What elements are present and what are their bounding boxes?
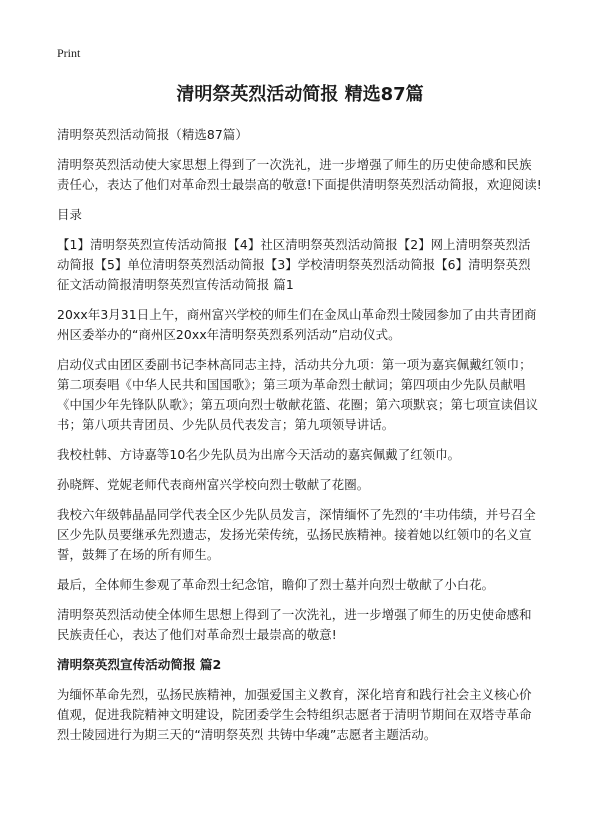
subtitle-paragraph: 清明祭英烈活动简报（精选87篇） xyxy=(57,127,248,142)
body-paragraph: 最后，全体师生参观了革命烈士纪念馆，瞻仰了烈士墓并向烈士敬献了小白花。 xyxy=(57,577,495,592)
body-paragraph: 孙晓辉、党妮老师代表商州富兴学校向烈士敬献了花圈。 xyxy=(57,477,370,492)
intro-paragraph: 清明祭英烈活动使大家思想上得到了一次洗礼，进一步增强了师生的历史使命感和民族责任心，表达了他们对革命烈士最崇高的敬意!下面提供清明祭英烈活动简报，欢迎阅读! xyxy=(57,157,542,192)
body-paragraph: 清明祭英烈活动使全体师生思想上得到了一次洗礼，进一步增强了师生的历史使命感和民族责任心，表达了他们对革命烈士最崇高的敬意! xyxy=(57,607,532,642)
body-paragraph: 启动仪式由团区委副书记李林高同志主持，活动共分九项：第一项为嘉宾佩戴红领巾；第二项奏唱《中华人民共和国国歌》；第三项为革命烈士献词；第四项由少先队员献唱《中国少年先锋队队歌》；第五项向烈士敬献花篮、花圈；第六项默哀；第七项宣读倡议书；第八项共青团员、少先队员代表发言；第九项领导讲话。 xyxy=(57,357,538,432)
toc-paragraph: 【1】清明祭英烈宣传活动简报【4】社区清明祭英烈活动简报【2】网上清明祭英烈活动简报【5】单位清明祭英烈活动简报【3】学校清明祭英烈活动简报【6】清明祭英烈征文活动简报清明祭英烈宣传活动简报 篇1 xyxy=(57,237,531,292)
body-paragraph: 20xx年3月31日上午，商州富兴学校的师生们在金凤山革命烈士陵园参加了由共青团商州区委举办的“商州区20xx年清明祭英烈系列活动”启动仪式。 xyxy=(57,307,537,342)
section-heading: 清明祭英烈宣传活动简报 篇2 xyxy=(57,657,222,672)
toc-heading: 目录 xyxy=(57,207,82,222)
print-link[interactable]: Print xyxy=(57,46,81,60)
body-paragraph: 我校杜韩、方诗嘉等10名少先队员为出席今天活动的嘉宾佩戴了红领巾。 xyxy=(57,447,461,462)
body-paragraph: 我校六年级韩晶晶同学代表全区少先队员发言，深情缅怀了先烈的‘丰功伟绩，并号召全区少先队员要继承先烈遗志，发扬光荣传统，弘扬民族精神。接着她以红领巾的名义宣誓，鼓舞了在场的所有师生。 xyxy=(57,507,536,562)
body-paragraph: 为缅怀革命先烈，弘扬民族精神，加强爱国主义教育，深化培育和践行社会主义核心价值观，促进我院精神文明建设，院团委学生会特组织志愿者于清明节期间在双塔寺革命烈士陵园进行为期三天的“清明祭英烈 共铸中华魂”志愿者主题活动。 xyxy=(57,687,532,742)
document-title: 清明祭英烈活动简报 精选87篇 xyxy=(176,84,424,105)
